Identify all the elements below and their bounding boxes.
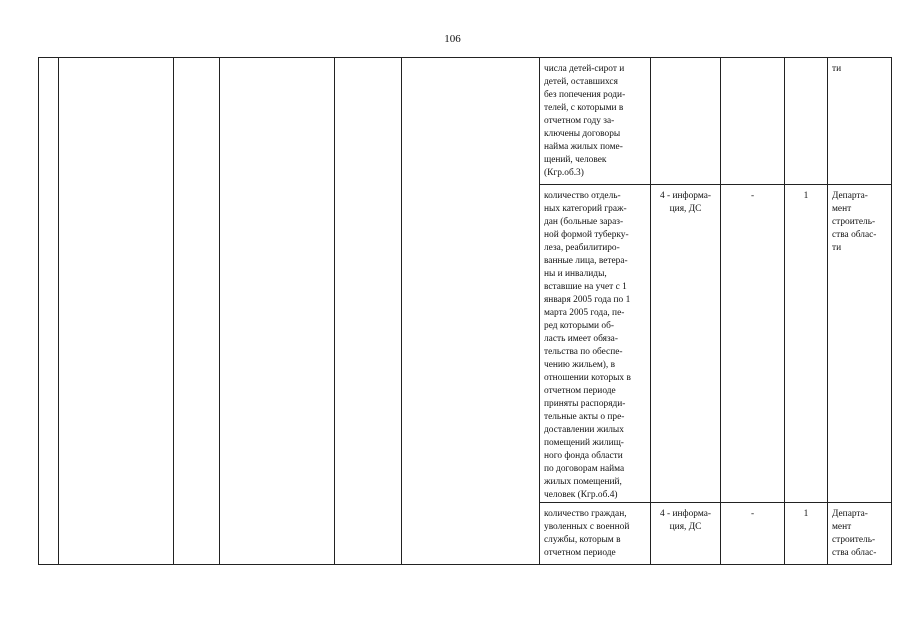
document-table	[38, 57, 892, 565]
value-cell	[721, 58, 785, 185]
value-cell: -	[721, 185, 785, 503]
value-cell: 1	[785, 185, 828, 503]
value-cell: -	[721, 503, 785, 565]
value-cell: 1	[785, 503, 828, 565]
blank-cell	[174, 58, 220, 565]
blank-cell	[220, 58, 335, 565]
indicator-cell: количество отдель- ных категорий граж- дан (больные зараз- ной формой туберку- леза, реабилитиро- ванные лица, ветера- ны и инвалиды, вставшие на учет с 1 января 2005 года по 1 марта 2005 года, пе- ред которыми об- ласть имеет обяза- тельства по обеспе- чению жильем), в отношении которых в отчетном периоде приняты распоряди- тельные акты о пре- доставлении жилых помещений жилищ- ного фонда области по договорам найма жилых помещений, человек (Кгр.об.4)	[540, 185, 651, 503]
responsible-cell: ти	[828, 58, 892, 185]
indicator-cell: числа детей-сирот и детей, оставшихся без попечения роди- телей, с которыми в отчетном году за- ключены договоры найма жилых поме- щений, человек (Кгр.об.3)	[540, 58, 651, 185]
name-cell	[59, 58, 174, 565]
source-cell	[651, 58, 721, 185]
responsible-cell: Департа- мент строитель- ства облас-	[828, 503, 892, 565]
source-cell: 4 - информа- ция, ДС	[651, 503, 721, 565]
responsible-cell: Департа- мент строитель- ства облас- ти	[828, 185, 892, 503]
number-cell	[39, 58, 59, 565]
blank-cell	[335, 58, 402, 565]
table-row	[39, 58, 892, 185]
indicator-cell: количество граждан, уволенных с военной службы, которым в отчетном периоде	[540, 503, 651, 565]
page-number: 106	[444, 33, 461, 45]
source-cell: 4 - информа- ция, ДС	[651, 185, 721, 503]
value-cell	[785, 58, 828, 185]
blank-cell	[402, 58, 540, 565]
